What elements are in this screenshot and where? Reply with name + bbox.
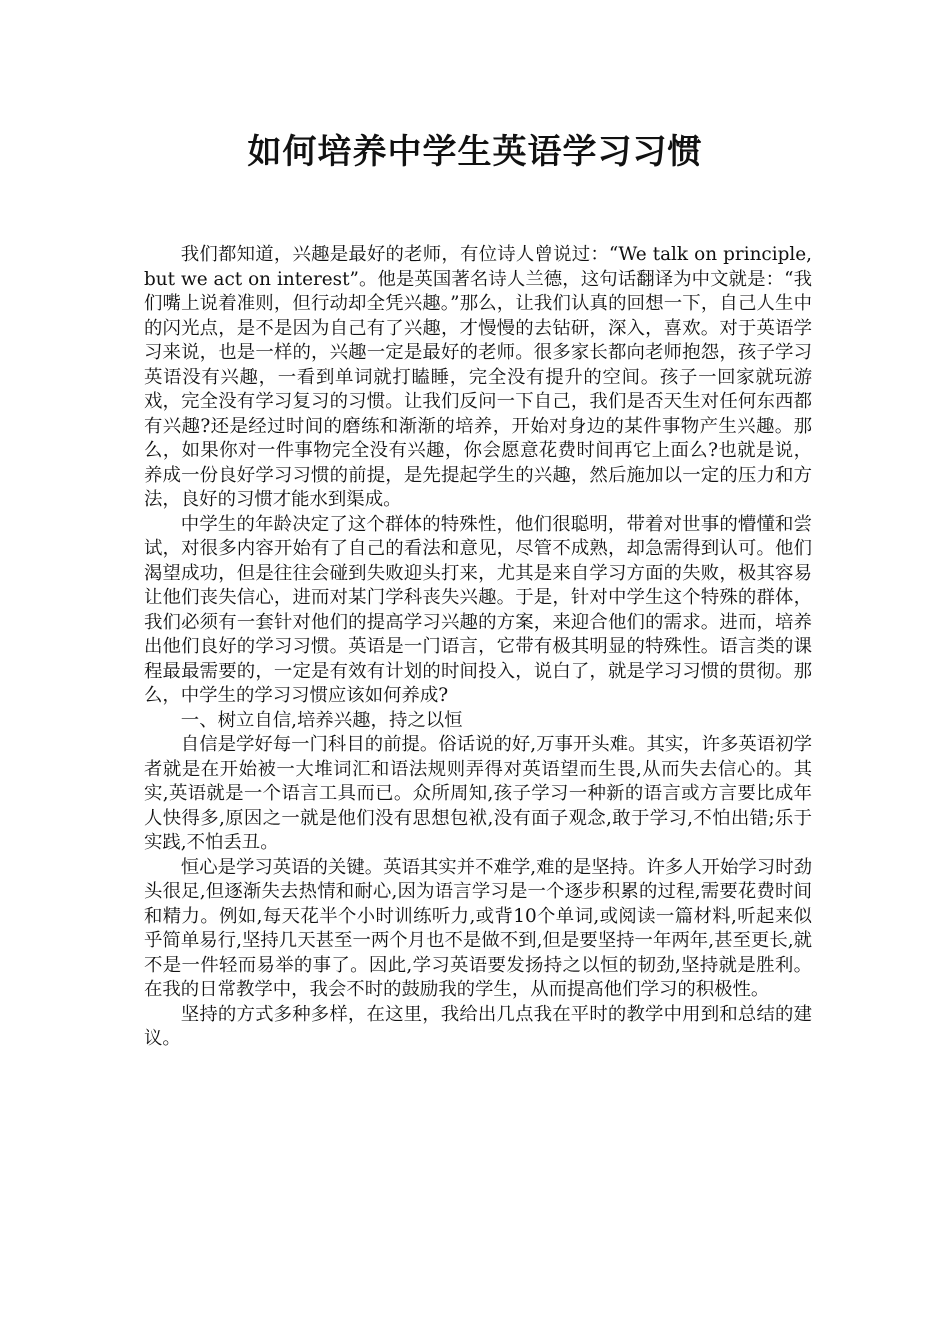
document-body — [144, 243, 812, 1052]
paragraph-methods: 坚持的方式多种多样，在这里，我给出几点我在平时的教学中用到和总结的建议。 — [144, 1003, 812, 1049]
paragraph-confidence: 自信是学好每一门科目的前提。俗话说的好,万事开头难。其实，许多英语初学者就是在开始被一大堆词汇和语法规则弄得对英语望而生畏,从而失去信心的。其实,英语就是一个语言工具而已。众所周知,孩子学习一种新的语言或方言要比成年人快得多,原因之一就是他们没有思想包袱,没有面子观念,敢于学习,不怕出错;乐于实践,不怕丢丑。 — [144, 734, 812, 853]
section-heading-1: 一、树立自信,培养兴趣，持之以恒 — [180, 709, 463, 731]
paragraph-perseverance: 恒心是学习英语的关键。英语其实并不难学,难的是坚持。许多人开始学习时劲头很足,但逐渐失去热情和耐心,因为语言学习是一个逐步积累的过程,需要花费时间和精力。例如,每天花半个小时训练听力,或背10个单词,或阅读一篇材料,听起来似乎简单易行,坚持几天甚至一两个月也不是做不到,但是要坚持一年两年,甚至更长,就不是一件轻而易举的事了。因此,学习英语要发扬持之以恒的韧劲,坚持就是胜利。在我的日常教学中，我会不时的鼓励我的学生，从而提高他们学习的积极性。 — [144, 856, 812, 1000]
document-title: 如何培养中学生英语学习习惯 — [247, 132, 703, 172]
paragraph-intro: 我们都知道，兴趣是最好的老师，有位诗人曾说过：“We talk on principle, but we act on interest”。他是英国著名诗人兰德，这句话翻译为中文就是：“我们嘴上说着准则，但行动却全凭兴趣。”那么，让我们认真的回想一下，自己人生中的闪光点，是不是因为自己有了兴趣，才慢慢的去钻研，深入，喜欢。对于英语学习来说，也是一样的，兴趣一定是最好的老师。很多家长都向老师抱怨，孩子学习英语没有兴趣，一看到单词就打瞌睡，完全没有提升的空间。孩子一回家就玩游戏，完全没有学习复习的习惯。让我们反问一下自己，我们是否天生对任何东西都有兴趣?还是经过时间的磨练和渐渐的培养，开始对身边的某件事物产生兴趣。那么，如果你对一件事物完全没有兴趣，你会愿意花费时间再它上面么?也就是说，养成一份良好学习习惯的前提，是先提起学生的兴趣，然后施加以一定的压力和方法，良好的习惯才能水到渠成。 — [144, 244, 812, 510]
paragraph-middle-school: 中学生的年龄决定了这个群体的特殊性，他们很聪明，带着对世事的懵懂和尝试，对很多内容开始有了自己的看法和意见，尽管不成熟，却急需得到认可。他们渴望成功，但是往往会碰到失败迎头打来，尤其是来自学习方面的失败，极其容易让他们丧失信心，进而对某门学科丧失兴趣。于是，针对中学生这个特殊的群体，我们必须有一套针对他们的提高学习兴趣的方案，来迎合他们的需求。进而，培养出他们良好的学习习惯。英语是一门语言，它带有极其明显的特殊性。语言类的课程最最需要的，一定是有效有计划的时间投入，说白了，就是学习习惯的贯彻。那么，中学生的学习习惯应该如何养成? — [144, 513, 812, 706]
